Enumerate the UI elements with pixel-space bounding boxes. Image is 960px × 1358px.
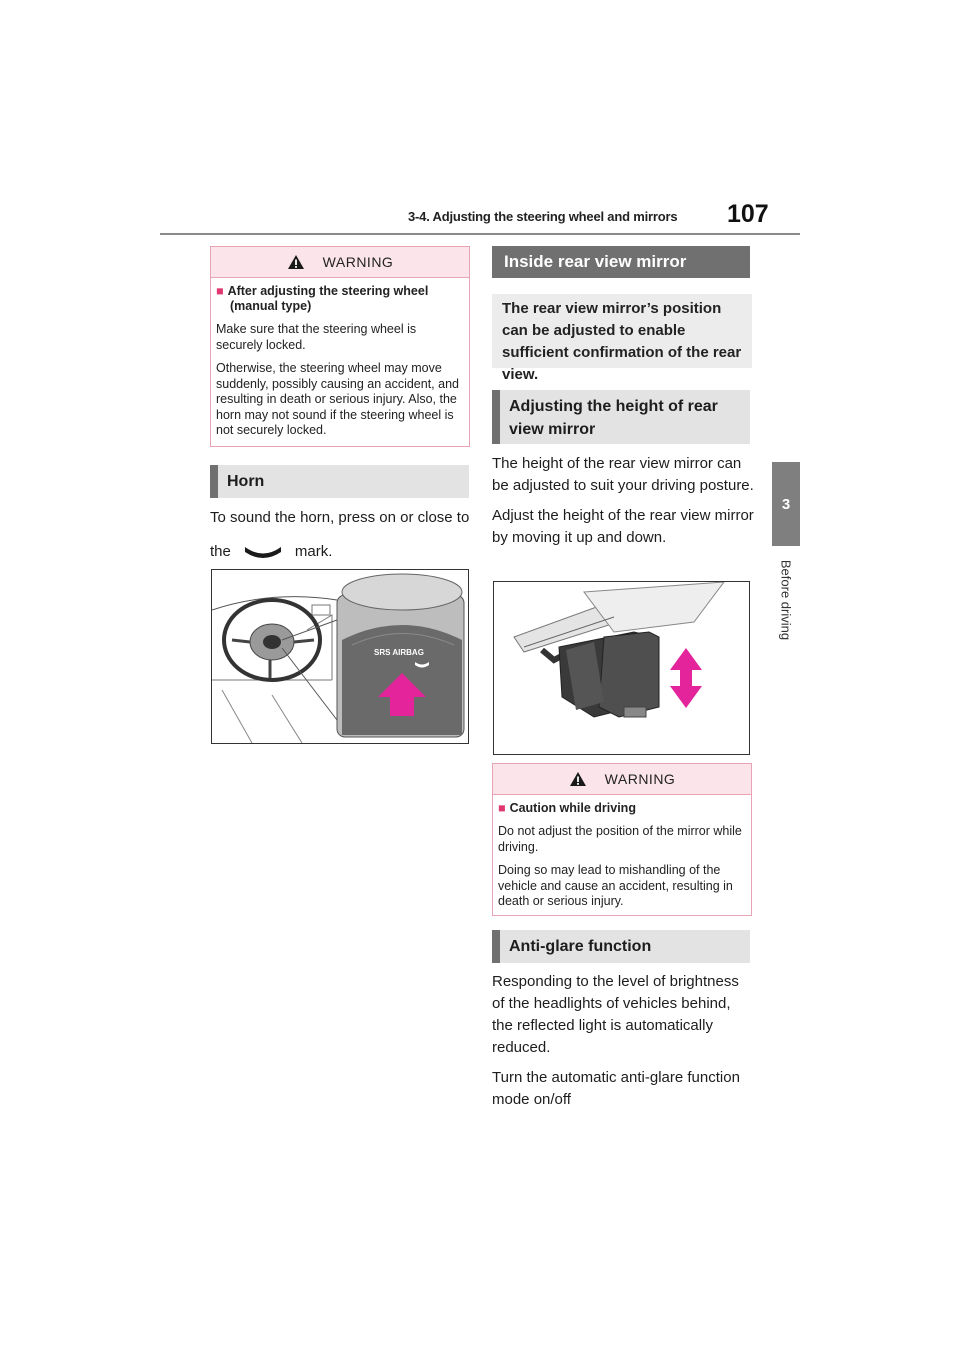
horn-instructions: To sound the horn, press on or close to the mark. — [210, 509, 470, 560]
warning-box-steering — [210, 246, 470, 447]
antiglare-text: Responding to the level of brightness of the headlights of vehicles behind, the reflected light is automatically reduced. Turn the automatic anti-glare function mode on/off — [492, 973, 740, 1108]
page-number: 107 — [727, 200, 769, 228]
bullet-square-icon: ■ — [498, 801, 506, 815]
section-heading-mirror: Inside rear view mirror — [492, 246, 750, 278]
chapter-tab: 3 — [772, 462, 800, 546]
warning-title: WARNING — [604, 771, 676, 787]
warning-subtitle: ■ After adjusting the steering wheel (manual type) — [216, 284, 429, 313]
height-instructions: The height of the rear view mirror can be adjusted to suit your driving posture. Adjust the height of the rear view mirror by moving it up and down. — [492, 455, 754, 546]
chapter-label-text: Before driving — [778, 559, 794, 640]
horn-illustration — [211, 569, 469, 744]
warning-header — [493, 764, 751, 795]
warning-subtitle: ■ Caution while driving — [498, 801, 636, 815]
section-heading-height: Adjusting the height of rear view mirror — [492, 390, 750, 444]
warning-triangle-icon — [287, 254, 305, 270]
warning-paragraph: Make sure that the steering wheel is securely locked. — [216, 322, 417, 352]
warning-paragraph: Doing so may lead to mishandling of the vehicle and cause an accident, resulting in death or serious injury. — [498, 863, 733, 908]
warning-title: WARNING — [322, 254, 394, 270]
mirror-illustration — [493, 581, 750, 755]
section-heading-horn: Horn — [210, 465, 469, 498]
horn-icon — [243, 544, 283, 560]
warning-paragraph: Do not adjust the position of the mirror while driving. — [498, 824, 742, 854]
chapter-label — [775, 552, 797, 647]
warning-paragraph: Otherwise, the steering wheel may move suddenly, possibly causing an accident, and resulting in death or serious injury. Also, the horn may not sound if the steering wheel is not securely locked. — [216, 361, 459, 437]
bullet-square-icon: ■ — [216, 284, 224, 298]
section-title: 3-4. Adjusting the steering wheel and mirrors — [408, 209, 678, 224]
figure-label: SRS AIRBAG — [374, 648, 424, 657]
mirror-intro: The rear view mirror’s position can be adjusted to enable sufficient confirmation of the rear view. — [492, 294, 752, 368]
warning-box-mirror — [492, 763, 752, 916]
warning-header — [211, 247, 469, 278]
section-heading-antiglare: Anti-glare function — [492, 930, 750, 963]
header-rule — [160, 233, 800, 235]
warning-triangle-icon — [569, 771, 587, 787]
